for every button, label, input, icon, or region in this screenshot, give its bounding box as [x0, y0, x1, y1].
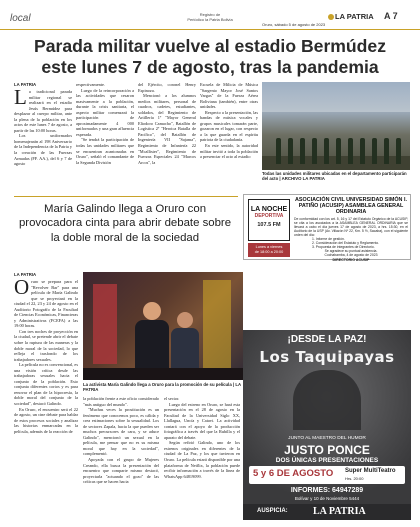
person-head: [177, 312, 193, 328]
article1-col4: [200, 82, 258, 160]
show-subtitle: DOS ÚNICAS PRESENTACIONES: [275, 457, 379, 464]
article2-col3: [164, 396, 240, 479]
paragraph: el sector.: [164, 396, 180, 401]
assoc-place: Cochabamba, 4 de agosto de 2023: [324, 253, 378, 258]
radio-ad-title: LA NOCHE: [250, 206, 288, 213]
show-together: JUNTO AL MAESTRO DEL HUMOR: [288, 436, 366, 441]
person-body: [135, 320, 169, 370]
radio-ad[interactable]: [243, 194, 411, 260]
soldier: [348, 138, 353, 164]
show-top-text: ¡DESDE LA PAZ!: [287, 334, 367, 345]
show-dates: 5 y 6 DE AGOSTO: [253, 468, 334, 479]
header-slogan: [178, 12, 242, 22]
soldier: [360, 138, 365, 164]
paragraph: En Oruro, el encuentro será el 22 de agosto, un cine debate para hablar de estos procesos sociales y analizar las historias enmarcadas en la película, además de la reacción de: [14, 406, 78, 434]
article2-headline: María Galindo llega a Oruro con provocadora cinta para abrir debate sobre la doble moral de la sociedad: [18, 203, 232, 244]
logo-icon: [328, 14, 334, 20]
show-date-bar: [249, 466, 405, 484]
banner-left: [93, 284, 117, 364]
paragraph: "Muchas veces la prostitución es un fenómeno que conocemos poco, es cálida y crea estimaciones sobre la sexualidad. Los de sectores Zapala, hacia la que pueden ser muchos precursores de cara, y se aduce Galindo", mencionó un sexual en la película, me pensar que no es su misma moral que hay en la sociedad", complementó.: [83, 407, 159, 457]
paragraph: Respecto a la presentación, las bandas de música vocales y grupos musicales tomarán parte, gozaron en el lugar, con respecto a la que guarda en el espíritu patriota de la ciudadanía.: [200, 109, 258, 143]
sponsor-bar: [243, 504, 411, 520]
soldier: [276, 138, 281, 164]
sky: [262, 82, 410, 112]
show-group-name: Los Taquipayas: [259, 348, 395, 366]
photo1-caption: Todas las unidades militares ubicadas en el departamento participarán del acto | ARCHIVO LA PATRIA: [262, 171, 407, 182]
paragraph: Luego de la reincorporación a las actividades que cesaron masivamente a la población, durante la crisis sanitaria, el aspecto militar comenzará la participación de aproximadamente 4 000 uniformados y una gran afluencia esperada.: [76, 87, 134, 137]
article1-headline: Parada militar vuelve al estadio Bermúdez este lunes 7 de agosto, tras la pandemia: [33, 36, 387, 77]
divider: [14, 196, 238, 197]
article2-col2: [83, 396, 159, 485]
paragraph: la población frente a este oficio considerado "más antiguo del mundo".: [83, 396, 159, 407]
assoc-footer: Se agradece su puntual asistencia.: [324, 249, 378, 254]
newspaper-logo: [328, 12, 374, 21]
paragraph: ruro se prepara para el "Revolver Bar" para una película de María Galindo que se proyectará en la ciudad el 22, 23 y 24 de agosto en el Auditorio Fotográfo de la Facultad de Ciencias Económicas, Financieras y Administrativas (FCEFA) a las 19:00 horas.: [14, 279, 78, 329]
page-number: A 7: [384, 11, 398, 21]
assoc-title: ASOCIACIÓN CIVIL UNIVERSIDAD SIMÓN I. PATIÑO (ACUSIP) ASAMBLEA GENERAL ORDINARIA: [295, 197, 407, 216]
article1-col3: [138, 82, 196, 165]
person-body: [171, 328, 199, 372]
show-ad[interactable]: [243, 330, 411, 520]
radio-ad-box: [248, 199, 290, 241]
show-address: Bolívar y 10 de Noviembre 5444: [294, 496, 360, 501]
photo2-caption: La activista María Galindo llega a Oruro para la promoción de su película | LA PATRIA: [83, 382, 241, 393]
agenda-item: 2. Consideración del Estatuto y Reglamento.: [312, 241, 380, 246]
radio-frequency: 107.5 FM: [257, 222, 281, 228]
show-star: JUSTO PONCE: [284, 443, 370, 457]
soldier: [372, 138, 377, 164]
section-label: local: [10, 13, 31, 24]
assoc-signature: DIRECTORIO ACUSIP: [332, 257, 370, 262]
sponsor-logo: LA PATRIA: [313, 506, 366, 517]
table: [83, 368, 243, 380]
performers-silhouette: [293, 370, 361, 430]
soldier: [312, 138, 317, 164]
logo-text: LA PATRIA: [335, 12, 374, 21]
show-info-phone: INFORMES: 64947289: [290, 487, 364, 494]
article1-col1: [14, 82, 72, 167]
person-head: [143, 302, 161, 320]
radio-schedule: [248, 243, 290, 257]
agenda-item: 3. Propuesta de integrantes de Directorio.: [312, 245, 375, 250]
paragraph: La película no es convencional, es una visión crítica desde las trabajadoras sexuales hacia el conjunto de la población. Esto conjunta diferentes cortos y es para renovar el plan de la hipocresía, la doble moral del conjunto de la sociedad", destacó Galindo.: [14, 362, 78, 407]
paragraph: Apoyada con el grupo de Mujeres Creando, ella busca la presentación del encuentro que comparte mismo destacó, proyectarla "actuando el gozo" de las críticas que se hacen hacia: [83, 457, 159, 485]
agenda-item: 1. Informe de gestión.: [312, 237, 345, 242]
paragraph: Escuela de Milicia de Música "Sargento Mayor José Santos Vargas" de la Fuerza Aérea Boliviana (también), entre otras unidades.: [200, 82, 258, 110]
article2-col1: [14, 272, 78, 434]
assoc-notice: [294, 197, 408, 262]
soldier: [336, 138, 341, 164]
soldier: [324, 138, 329, 164]
drop-cap: L: [14, 85, 27, 109]
date-line: Oruro, sábado 5 de agosto de 2023: [262, 22, 326, 27]
banner-right: [203, 280, 231, 370]
paragraph: En este sentido, la autoridad militar invitó a toda la población a presenciar el acto al estadio: [200, 143, 258, 160]
radio-ad-subtitle: DEPORTIVA: [254, 213, 284, 219]
soldier: [288, 138, 293, 164]
article2-byline: LA PATRIA: [14, 272, 37, 277]
radio-days: Lunes a viernes: [255, 245, 283, 249]
paragraph: del Ejército, coronel Henry Espinoza.: [138, 82, 196, 93]
paragraph: Mencionó a los alumnos medios militares, personal de cuadros, cadetes, estudiantes, soldados, del Regimiento de Artillería 1º "Mayor General Eliodoro Camacho", Batallón de Logística 2º "Heroica Batalla de Pacífico", del Batallón de Ingeniería VII "Sajama", Regimiento de Infantería 22 "Mcallister", Regimiento de Fuerzas Especiales 24 "Marcos Arcos", la: [138, 93, 196, 165]
paragraph: Los uniformados homenajearán al 198 Aniversario de la Independencia de la Patria y la creación de las Fuerzas Armadas (FF. AA.), del 6 y 7 de agosto: [14, 133, 72, 167]
show-time: Hrs. 20:00: [345, 476, 364, 481]
radio-hours: de 18:00 a 20:00: [254, 249, 284, 254]
paragraph: "Se tendrá la participación de todas las unidades militares que se encuentran acantonadas en Oruro", señaló el comandante de la Segunda División: [76, 137, 134, 165]
assoc-agenda: [294, 237, 408, 249]
paragraph: respectivamente.: [76, 82, 105, 87]
article1-col2: [76, 82, 134, 165]
paragraph: Luego del estreno en Oruro, se hará esta presentación en el 28 de agosto en la Facultad de la Universidad Siglo XX, Llallagua, Uncía y Catavi. La actividad contará con el apoyo de la producción fotográfica a través del que la Rubilla y el aparato del debate.: [164, 401, 240, 440]
paragraph: a tradicional parada militar regional se realizará en el estadio Jesús Bermúdez para desplazar al cuerpo militar, ante la plena de la población en los actos de este lunes 7 de agosto, a partir de las 10:00 horas.: [14, 89, 72, 133]
soldier: [384, 138, 389, 164]
soldier: [300, 138, 305, 164]
article1-byline: LA PATRIA: [14, 82, 37, 87]
assoc-body: De conformidad con los art. 5, 16 y 17 del Estatuto Orgánico de la ACUSIP, se cita a los asociados a la ASAMBLEA GENERAL ORDINARIA que se llevará a cabo el día jueves 17 de agosto de 2023, a hrs. 15:30, en el Auditorio de la USP (Av. Villazón Nº 22, Km. 5 ½, Sacaba), con el siguiente orden del día:: [294, 216, 408, 237]
paragraph: Con tres noches de proyección en la ciudad, se pretende abrir el debate sobre la ruptura de las maneras y la doble moral de la sociedad, lo que refleja el trasfondo de los trabajadores sexuales.: [14, 328, 78, 362]
sponsor-label: AUSPICIA:: [257, 508, 288, 514]
drop-cap: O: [14, 275, 30, 299]
slogan-text: Registro de Periódico la Patria Bolivia: [187, 12, 233, 22]
paragraph: Según refirió Galindo, uno de los estrenos originales en diferentes de la ciudad de La Paz, y los que tuvieron en Oruro. La película estará disponible por una plataforma de Netflix, la población puede recibir información a través de la línea de WhatsApp 64819099.: [164, 440, 240, 479]
military-parade-photo: [262, 82, 410, 170]
show-venue: Super MultiTeatro: [345, 468, 396, 474]
maria-galindo-photo: [83, 272, 243, 380]
soldier: [396, 138, 401, 164]
